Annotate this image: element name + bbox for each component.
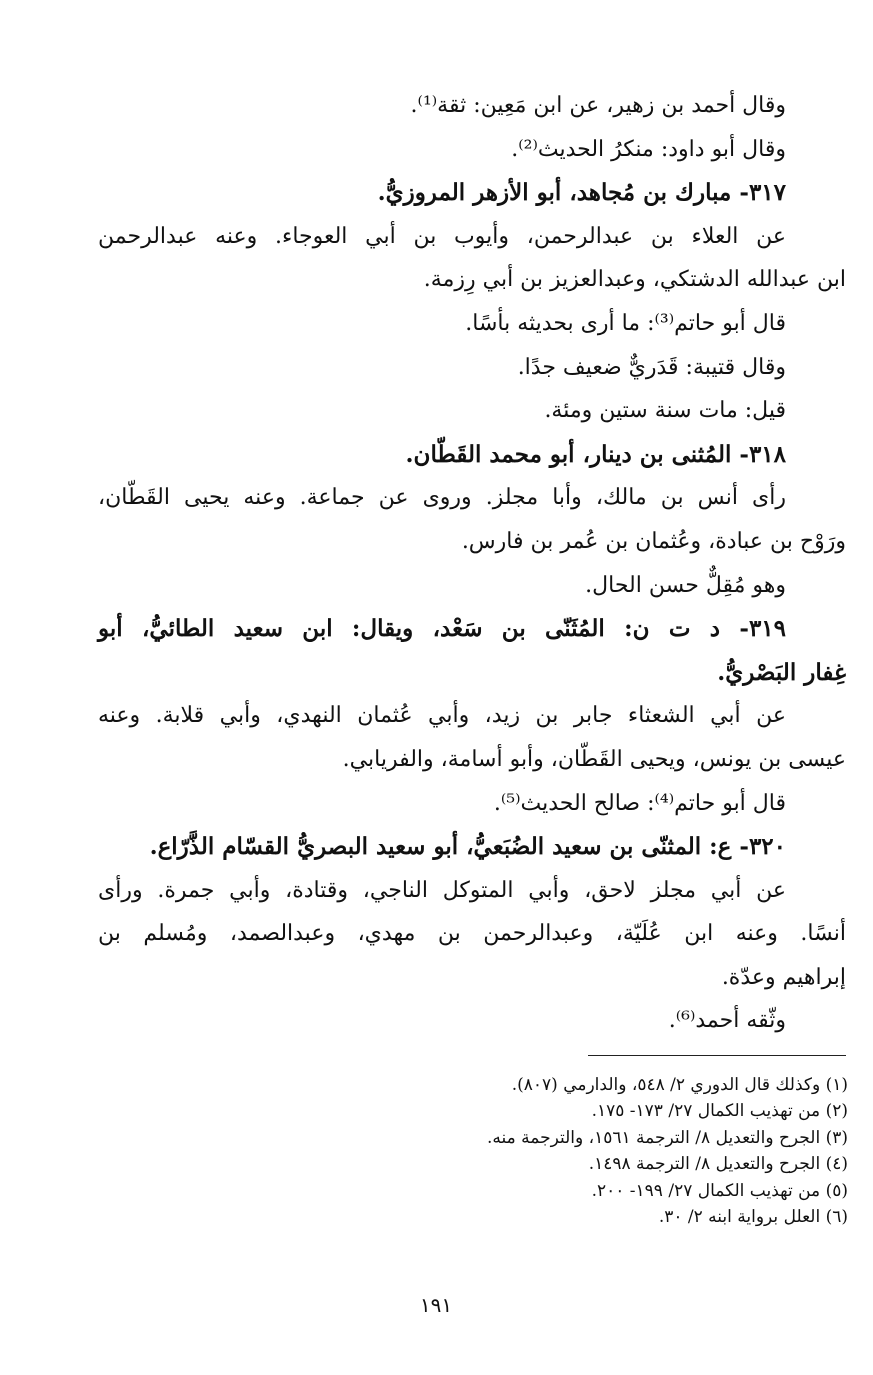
- footnote-6: (٦) العلل برواية ابنه ٢/ ٣٠.: [658, 1206, 848, 1227]
- text-line: عن أبي مجلز لاحق، وأبي المتوكل الناجي، وقتادة، وأبي جمرة. ورأى: [98, 877, 786, 903]
- entry-heading-320: ٣٢٠- ع: المثنّى بن سعيد الضُبَعيُّ، أبو سعيد البصريُّ القسّام الذَّرّاع.: [149, 833, 786, 861]
- entry-heading-318: ٣١٨- المُثنى بن دينار، أبو محمد القَطّان.: [405, 440, 786, 468]
- text-line: قال أبو حاتم⁽⁴⁾: صالح الحديث⁽⁵⁾.: [493, 790, 786, 816]
- text-line: أنسًا. وعنه ابن عُلَيّة، وعبدالرحمن بن مهدي، وعبدالصمد، ومُسلم بن: [98, 921, 846, 947]
- footnote-2: (٢) من تهذيب الكمال ٢٧/ ١٧٣- ١٧٥.: [591, 1101, 848, 1122]
- text-line: وهو مُقِلٌّ حسن الحال.: [585, 572, 786, 598]
- text-line: ابن عبدالله الدشتكي، وعبدالعزيز بن أبي رِزمة.: [423, 267, 846, 293]
- text-line: عن أبي الشعثاء جابر بن زيد، وأبي عُثمان النهدي، وأبي قلابة. وعنه: [98, 703, 786, 729]
- text-line: وقال قتيبة: قَدَريٌّ ضعيف جدًا.: [517, 354, 786, 380]
- text-line: قال أبو حاتم⁽³⁾: ما أرى بحديثه بأسًا.: [465, 310, 786, 336]
- footnote-3: (٣) الجرح والتعديل ٨/ الترجمة ١٥٦١، والترجمة منه.: [486, 1127, 848, 1148]
- footnotes: [300, 1072, 848, 1230]
- footnote-1: (١) وكذلك قال الدوري ٢/ ٥٤٨، والدارمي (٨٠٧).: [511, 1075, 848, 1095]
- text-line: ورَوْح بن عبادة، وعُثمان بن عُمر بن فارس.: [461, 528, 846, 554]
- text-line: إبراهيم وعدّة.: [721, 964, 846, 990]
- footnote-5: (٥) من تهذيب الكمال ٢٧/ ١٩٩- ٢٠٠.: [591, 1180, 848, 1201]
- text-line: قيل: مات سنة ستين ومئة.: [544, 398, 786, 424]
- entry-heading-317: ٣١٧- مبارك بن مُجاهد، أبو الأزهر المروزيُّ.: [377, 179, 786, 207]
- text-line: وثّقه أحمد⁽⁶⁾.: [668, 1008, 786, 1034]
- text-line: عن العلاء بن عبدالرحمن، وأيوب بن أبي العوجاء. وعنه عبدالرحمن: [98, 223, 786, 249]
- footnote-4: (٤) الجرح والتعديل ٨/ الترجمة ١٤٩٨.: [588, 1154, 848, 1175]
- text-line: عيسى بن يونس، ويحيى القَطّان، وأبو أسامة، والفريابي.: [342, 746, 846, 772]
- entry-heading-319: ٣١٩- د ت ن: المُثَنّى بن سَعْد، ويقال: ابن سعيد الطائيُّ، أبو: [98, 615, 786, 643]
- entry-heading-319-continued: غِفار البَصْريُّ.: [717, 658, 846, 686]
- text-line: وقال أحمد بن زهير، عن ابن مَعِين: ثقة⁽¹⁾.: [410, 93, 786, 118]
- main-text: [98, 84, 846, 1043]
- page-number: ١٩١: [419, 1293, 453, 1317]
- footnote-separator: [588, 1055, 846, 1056]
- text-line: وقال أبو داود: منكرُ الحديث⁽²⁾.: [511, 136, 786, 162]
- text-line: رأى أنس بن مالك، وأبا مجلز. وروى عن جماعة. وعنه يحيى القَطّان،: [98, 485, 786, 511]
